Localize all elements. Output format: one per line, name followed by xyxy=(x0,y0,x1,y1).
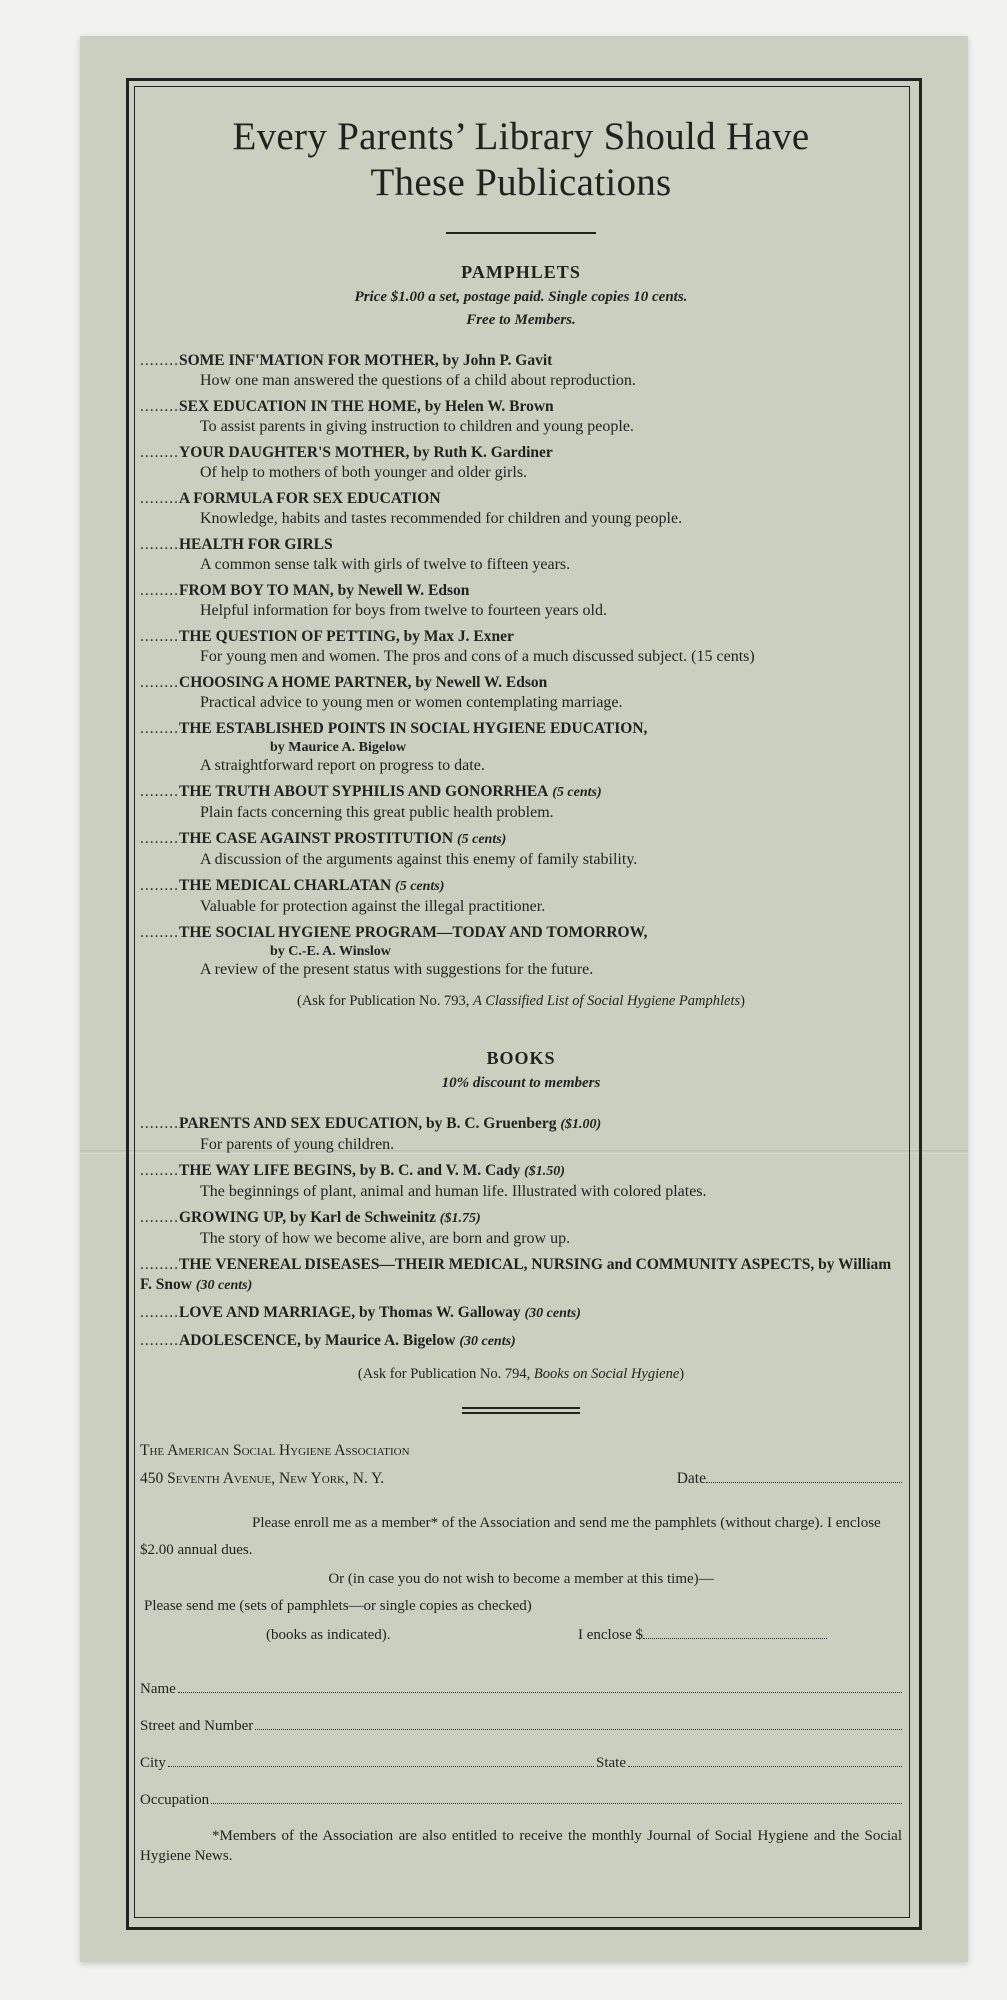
item-description: Valuable for protection against the illegal practitioner. xyxy=(200,898,546,915)
item-price: ($1.50) xyxy=(524,1164,565,1179)
street-blank[interactable] xyxy=(255,1715,902,1730)
list-item xyxy=(140,1303,902,1324)
item-title-line xyxy=(140,876,902,897)
item-title-line xyxy=(140,1303,902,1324)
list-item xyxy=(140,923,902,979)
item-title-line xyxy=(140,1161,902,1182)
item-description: How one man answered the questions of a child about reproduction. xyxy=(200,372,636,389)
checkbox-leader[interactable]: ........ xyxy=(140,398,179,415)
item-price: ($1.00) xyxy=(560,1117,602,1132)
street-field[interactable] xyxy=(140,1715,902,1736)
books-heading: BOOKS xyxy=(486,1048,556,1068)
ask-title: A Classified List of Social Hygiene Pamphlets xyxy=(472,993,741,1009)
checkbox-leader[interactable]: ........ xyxy=(140,1256,179,1273)
name-label: Name xyxy=(140,1681,176,1697)
checkbox-leader[interactable]: ........ xyxy=(140,490,179,507)
page-title xyxy=(140,114,902,206)
books-ask-note xyxy=(140,1366,902,1383)
item-title-line xyxy=(140,829,902,850)
item-title-line xyxy=(140,535,902,555)
checkbox-leader[interactable]: ........ xyxy=(140,783,179,800)
pamphlets-section xyxy=(140,262,902,1010)
list-item xyxy=(140,1208,902,1248)
item-title-line xyxy=(140,489,902,509)
checkbox-leader[interactable]: ........ xyxy=(140,1304,179,1321)
leaflet-content xyxy=(140,96,902,1916)
books-enclose-row xyxy=(140,1620,902,1650)
address-row xyxy=(140,1470,902,1488)
date-field[interactable] xyxy=(677,1470,902,1488)
item-title: CHOOSING A HOME PARTNER, by Newell W. Edson xyxy=(179,674,548,691)
ask-prefix: (Ask for Publication No. 793, xyxy=(296,993,470,1009)
item-title: THE VENEREAL DISEASES—THEIR MEDICAL, NURSING and COMMUNITY ASPECTS, by William F. Snow xyxy=(140,1256,892,1293)
list-item xyxy=(140,829,902,869)
association-name: The American Social Hygiene Association xyxy=(140,1442,410,1459)
item-title: FROM BOY TO MAN, by Newell W. Edson xyxy=(179,582,470,599)
enclose-blank[interactable] xyxy=(643,1626,827,1639)
pamphlet-list xyxy=(140,351,902,979)
item-price: (5 cents) xyxy=(395,879,445,894)
state-label: State xyxy=(596,1755,626,1771)
list-item xyxy=(140,782,902,822)
occupation-blank[interactable] xyxy=(211,1789,902,1804)
city-label: City xyxy=(140,1755,166,1771)
item-price: (30 cents) xyxy=(459,1334,516,1349)
item-description: Practical advice to young men or women contemplating marriage. xyxy=(200,694,623,711)
item-title-line xyxy=(140,627,902,647)
item-description: For young men and women. The pros and cons of a much discussed subject. (15 cents) xyxy=(200,648,755,665)
form-divider xyxy=(462,1407,580,1414)
item-title: HEALTH FOR GIRLS xyxy=(179,536,333,553)
checkbox-leader[interactable]: ........ xyxy=(140,444,179,461)
city-state-field[interactable] xyxy=(140,1752,902,1773)
books-section xyxy=(140,1048,902,1383)
association-address: 450 Seventh Avenue, New York, N. Y. xyxy=(140,1470,385,1487)
list-item xyxy=(140,1255,902,1296)
name-field[interactable] xyxy=(140,1678,902,1699)
list-item xyxy=(140,673,902,712)
city-blank[interactable] xyxy=(168,1752,594,1767)
date-label: Date xyxy=(676,1470,706,1487)
item-title-line xyxy=(140,1114,902,1135)
list-item xyxy=(140,397,902,436)
item-price: (5 cents) xyxy=(456,832,507,847)
item-author: by Maurice A. Bigelow xyxy=(270,740,407,755)
checkbox-leader[interactable]: ........ xyxy=(140,536,179,553)
ask-prefix: (Ask for Publication No. 794, xyxy=(357,1366,531,1382)
item-title-line xyxy=(140,351,902,371)
item-title: YOUR DAUGHTER'S MOTHER, by Ruth K. Gardiner xyxy=(179,444,553,461)
item-description: The story of how we become alive, are born and grow up. xyxy=(200,1230,571,1247)
item-price: (5 cents) xyxy=(552,785,602,800)
checkbox-leader[interactable]: ........ xyxy=(140,924,179,941)
item-description: To assist parents in giving instruction to children and young people. xyxy=(200,418,634,435)
item-description: Helpful information for boys from twelve to fourteen years old. xyxy=(200,602,607,619)
street-label: Street and Number xyxy=(140,1718,254,1734)
books-discount: 10% discount to members xyxy=(441,1075,601,1091)
checkbox-leader[interactable]: ........ xyxy=(140,830,179,847)
checkbox-leader[interactable]: ........ xyxy=(140,582,179,599)
date-blank[interactable] xyxy=(706,1470,902,1483)
item-title: LOVE AND MARRIAGE, by Thomas W. Galloway xyxy=(179,1304,521,1321)
list-item xyxy=(140,1331,902,1352)
pamphlets-price: Price $1.00 a set, postage paid. Single copies 10 cents. xyxy=(354,289,688,305)
order-form xyxy=(140,1440,902,1866)
pamphlets-ask-note xyxy=(140,993,902,1010)
item-title: THE ESTABLISHED POINTS IN SOCIAL HYGIENE EDUCATION, xyxy=(179,720,648,737)
item-description: A review of the present status with suggestions for the future. xyxy=(200,961,594,978)
send-text: Please send me (sets of pamphlets—or single copies as checked) xyxy=(144,1598,532,1614)
list-item xyxy=(140,581,902,620)
item-title: THE WAY LIFE BEGINS, by B. C. and V. M. Cady xyxy=(179,1162,521,1179)
checkbox-leader[interactable]: ........ xyxy=(140,1332,179,1349)
item-title: SOME INF'MATION FOR MOTHER, by John P. Gavit xyxy=(179,352,553,369)
item-title: THE CASE AGAINST PROSTITUTION xyxy=(179,830,454,847)
ask-suffix: ) xyxy=(679,1366,685,1382)
item-title: THE SOCIAL HYGIENE PROGRAM—TODAY AND TOMORROW, xyxy=(179,924,648,941)
item-title: THE MEDICAL CHARLATAN xyxy=(179,877,392,894)
enroll-text-body: Please enroll me as a member* of the Association and send me the pamphlets (without charge). I enclose $2.00 annual dues. xyxy=(140,1515,881,1558)
list-item xyxy=(140,1161,902,1201)
item-title-line xyxy=(140,673,902,693)
pamphlets-heading: PAMPHLETS xyxy=(461,262,581,282)
list-item xyxy=(140,1114,902,1154)
book-list xyxy=(140,1114,902,1352)
or-text: Or (in case you do not wish to become a member at this time)— xyxy=(328,1571,714,1587)
item-price: (30 cents) xyxy=(195,1278,253,1293)
item-price: (30 cents) xyxy=(524,1306,581,1321)
checkbox-leader[interactable]: ........ xyxy=(140,1162,179,1179)
membership-footnote: *Members of the Association are also entitled to receive the monthly Journal of Social Hygiene and the Social Hygiene News. xyxy=(140,1828,902,1864)
item-price: ($1.75) xyxy=(439,1211,481,1226)
list-item xyxy=(140,627,902,666)
item-title: PARENTS AND SEX EDUCATION, by B. C. Gruenberg xyxy=(179,1115,557,1132)
item-description: A common sense talk with girls of twelve to fifteen years. xyxy=(200,556,571,573)
item-author: by C.-E. A. Winslow xyxy=(270,944,391,959)
enroll-text xyxy=(140,1510,902,1564)
item-title-line xyxy=(140,443,902,463)
item-title: GROWING UP, by Karl de Schweinitz xyxy=(179,1209,436,1226)
item-title: SEX EDUCATION IN THE HOME, by Helen W. Brown xyxy=(179,398,554,415)
item-title: ADOLESCENCE, by Maurice A. Bigelow xyxy=(179,1332,456,1349)
checkbox-leader[interactable]: ........ xyxy=(140,674,179,691)
item-title-line xyxy=(140,581,902,601)
occupation-field[interactable] xyxy=(140,1789,902,1810)
item-title-line xyxy=(140,1255,902,1296)
enclose-label: I enclose $ xyxy=(578,1627,643,1643)
item-title: THE TRUTH ABOUT SYPHILIS AND GONORRHEA xyxy=(179,783,549,800)
list-item xyxy=(140,489,902,528)
name-blank[interactable] xyxy=(178,1678,902,1693)
state-blank[interactable] xyxy=(628,1752,902,1767)
item-description: A discussion of the arguments against this enemy of family stability. xyxy=(200,851,638,868)
list-item xyxy=(140,876,902,916)
checkbox-leader[interactable]: ........ xyxy=(140,352,179,369)
item-description: The beginnings of plant, animal and human life. Illustrated with colored plates. xyxy=(200,1183,707,1200)
item-description: For parents of young children. xyxy=(200,1136,395,1153)
list-item xyxy=(140,443,902,482)
checkbox-leader[interactable]: ........ xyxy=(140,1209,179,1226)
item-description: A straightforward report on progress to date. xyxy=(200,757,485,774)
list-item xyxy=(140,351,902,390)
item-title-line xyxy=(140,397,902,417)
checkbox-leader[interactable]: ........ xyxy=(140,720,179,737)
list-item xyxy=(140,719,902,775)
item-description: Knowledge, habits and tastes recommended for children and young people. xyxy=(200,510,683,527)
ask-title: Books on Social Hygiene xyxy=(533,1366,680,1382)
books-indicated: (books as indicated). xyxy=(266,1627,391,1643)
pamphlets-free: Free to Members. xyxy=(466,312,576,328)
item-title: THE QUESTION OF PETTING, by Max J. Exner xyxy=(179,628,514,645)
checkbox-leader[interactable]: ........ xyxy=(140,877,179,894)
item-description: Plain facts concerning this great public health problem. xyxy=(200,804,554,821)
item-title: A FORMULA FOR SEX EDUCATION xyxy=(179,490,441,507)
occupation-label: Occupation xyxy=(140,1792,210,1808)
item-title-line xyxy=(140,782,902,803)
list-item xyxy=(140,535,902,574)
item-title-line xyxy=(140,719,902,739)
item-title-line xyxy=(140,1331,902,1352)
item-description: Of help to mothers of both younger and older girls. xyxy=(200,464,528,481)
checkbox-leader[interactable]: ........ xyxy=(140,1115,179,1132)
checkbox-leader[interactable]: ........ xyxy=(140,628,179,645)
item-title-line xyxy=(140,1208,902,1229)
item-title-line xyxy=(140,923,902,943)
enclose-field[interactable] xyxy=(578,1620,827,1650)
title-divider xyxy=(446,232,596,234)
title-line-1: Every Parents’ Library Should Have xyxy=(232,115,810,158)
title-line-2: These Publications xyxy=(370,161,672,204)
ask-suffix: ) xyxy=(740,993,745,1009)
